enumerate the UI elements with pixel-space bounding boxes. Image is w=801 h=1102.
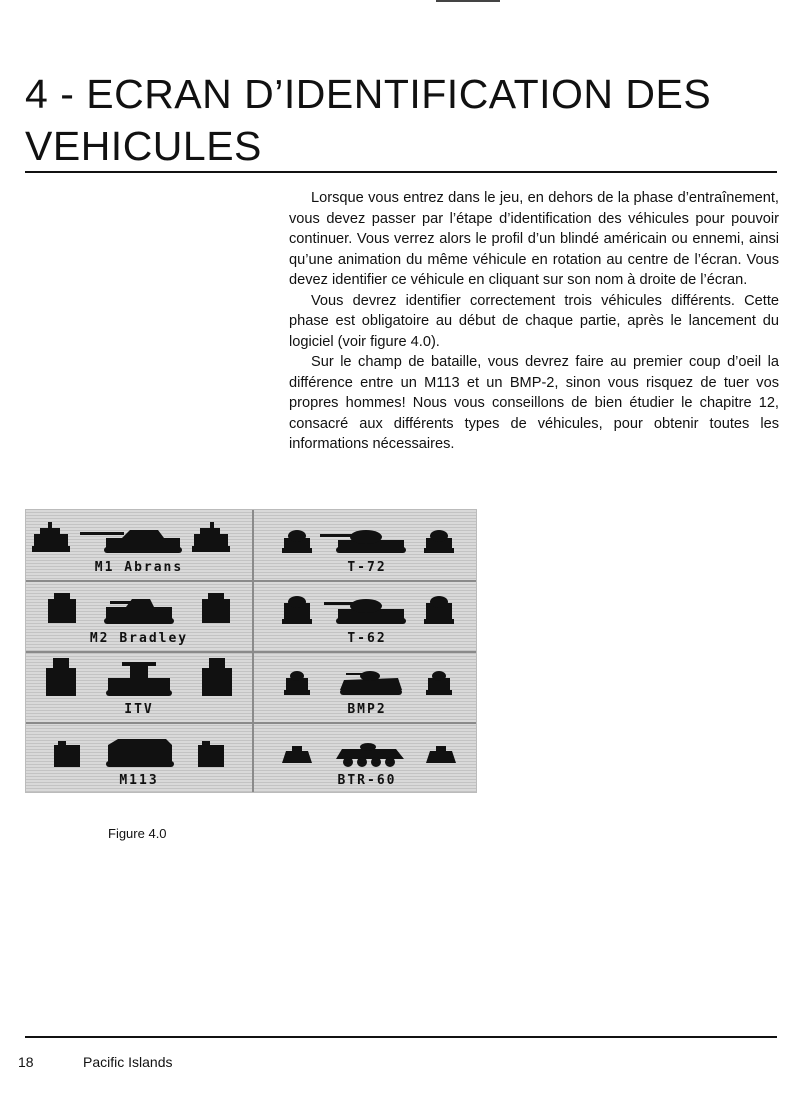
title-rule xyxy=(25,171,777,173)
vehicle-label: BTR-60 xyxy=(337,773,397,788)
top-edge-mark xyxy=(436,0,500,2)
page-title-line-1: 4 - ECRAN D’IDENTIFICATION DES xyxy=(25,71,712,117)
vehicle-cell-bmp2 xyxy=(254,652,480,723)
vehicle-label: T-72 xyxy=(347,560,387,575)
btr60-apc-icon xyxy=(254,725,480,775)
vehicle-cell-btr60 xyxy=(254,723,480,794)
bradley-ifv-icon xyxy=(26,583,252,633)
vehicle-label: M1 Abrans xyxy=(94,560,184,575)
vehicle-cell-m2-bradley xyxy=(26,581,252,652)
page-number: 18 xyxy=(18,1054,34,1070)
t62-tank-icon xyxy=(254,583,480,633)
paragraph-1: Lorsque vous entrez dans le jeu, en dehors de la phase d’entraînement, vous devez passer par l’étape d’identification des véhicules pour pouvoir continuer. Vous verrez alors le profil d’un blindé américain ou ennemi, ainsi qu’une animation du même véhicule en rotation au centre de l’écran. Vous devez identifier ce véhicule en cliquant sur son nom à droite de l’écran. xyxy=(289,190,779,288)
vehicle-label: T-62 xyxy=(347,631,387,646)
vehicle-label: M113 xyxy=(119,773,159,788)
body-text xyxy=(289,188,779,455)
vehicle-label: BMP2 xyxy=(347,702,387,717)
page-title-line-2: VEHICULES xyxy=(25,123,262,169)
t72-tank-icon xyxy=(254,512,480,562)
vehicle-cell-t62 xyxy=(254,581,480,652)
vehicle-cell-itv xyxy=(26,652,252,723)
footer-rule xyxy=(25,1036,777,1038)
vehicle-label: ITV xyxy=(124,702,154,717)
vehicle-label: M2 Bradley xyxy=(89,631,189,646)
vehicle-cell-t72 xyxy=(254,510,480,581)
footer-book-title: Pacific Islands xyxy=(83,1054,173,1070)
vehicle-cell-m113 xyxy=(26,723,252,794)
figure-caption: Figure 4.0 xyxy=(108,826,167,841)
m113-apc-icon xyxy=(26,725,252,775)
vehicle-identification-screen xyxy=(25,509,477,793)
itv-vehicle-icon xyxy=(26,654,252,704)
page-title xyxy=(25,68,785,172)
abrams-tank-icon xyxy=(26,512,252,562)
paragraph-2: Vous devrez identifier correctement trois véhicules différents. Cette phase est obligatoire au début de chaque partie, après le lancement du logiciel (voir figure 4.0). xyxy=(289,292,779,350)
bmp2-ifv-icon xyxy=(254,654,480,704)
paragraph-3: Sur le champ de bataille, vous devrez faire au premier coup d’oeil la différence entre un M113 et un BMP-2, sinon vous risquez de tuer vos propres hommes! Nous vous conseillons de bien étudier le chapitre 12, consacré aux différents types de véhicules, pour obtenir toutes les informations nécessaires. xyxy=(289,354,779,452)
vehicle-cell-m1-abrams xyxy=(26,510,252,581)
